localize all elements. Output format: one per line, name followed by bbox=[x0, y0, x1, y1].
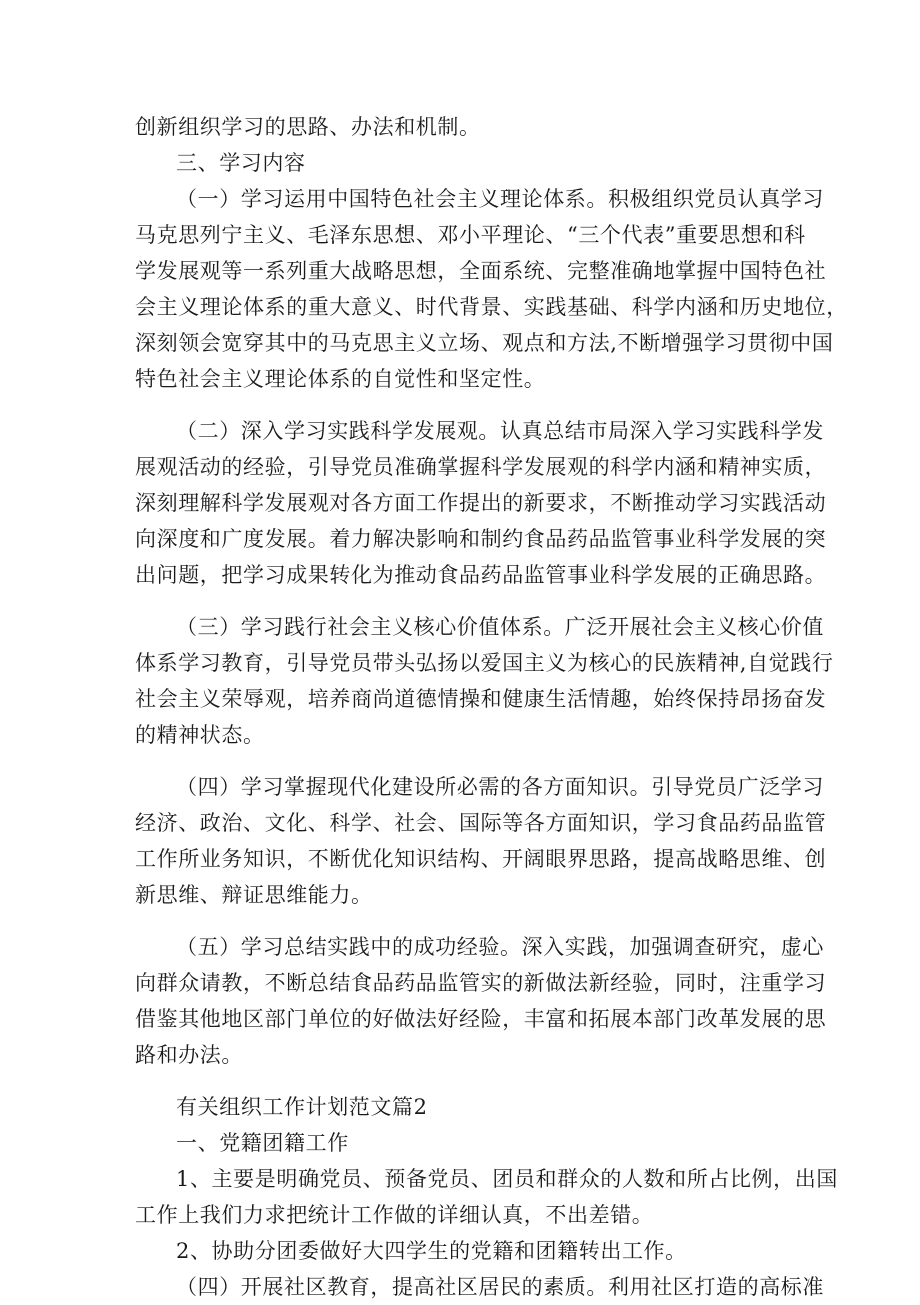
text-line: 展观活动的经验，引导党员准确掌握科学发展观的科学内涵和精神实质， bbox=[135, 455, 827, 479]
text-line: （三）学习践行社会主义核心价值体系。广泛开展社会主义核心价值 bbox=[176, 615, 824, 639]
text-line: 学发展观等一系列重大战略思想，全面系统、完整准确地掌握中国特色社 bbox=[135, 259, 827, 283]
text-line: 创新组织学习的思路、办法和机制。 bbox=[135, 115, 481, 139]
text-line: 马克思列宁主义、毛泽东思想、邓小平理论、“三个代表”重要思想和科 bbox=[135, 223, 806, 247]
article-title: 有关组织工作计划范文篇2 bbox=[176, 1095, 428, 1119]
text-line: 深刻理解科学发展观对各方面工作提出的新要求，不断推动学习实践活动 bbox=[135, 491, 827, 515]
text-line: （四）开展社区教育，提高社区居民的素质。利用社区打造的高标准 bbox=[176, 1275, 824, 1299]
text-line: （一）学习运用中国特色社会主义理论体系。积极组织党员认真学习 bbox=[176, 187, 824, 211]
text-line: （四）学习掌握现代化建设所必需的各方面知识。引导党员广泛学习 bbox=[176, 775, 824, 799]
text-line: 出问题，把学习成果转化为推动食品药品监管事业科学发展的正确思路。 bbox=[135, 563, 827, 587]
section-heading: 三、学习内容 bbox=[176, 151, 306, 175]
text-line: 借鉴其他地区部门单位的好做法好经险，丰富和拓展本部门改革发展的思 bbox=[135, 1007, 827, 1031]
text-line: 的精神状态。 bbox=[135, 723, 265, 747]
text-line: 深刻领会宽穿其中的马克思主义立场、观点和方法,不断增强学习贯彻中国 bbox=[135, 331, 834, 355]
text-line: 社会主义荣辱观，培养商尚道德情操和健康生活情趣，始终保持昂扬奋发 bbox=[135, 687, 827, 711]
text-line: 新思维、辩证思维能力。 bbox=[135, 883, 373, 907]
text-line: 会主义理论体系的重大意义、时代背景、实践基础、科学内涵和历史地位， bbox=[135, 295, 848, 319]
text-line: （五）学习总结实践中的成功经验。深入实践，加强调查研究，虚心 bbox=[176, 935, 824, 959]
text-line: 路和办法。 bbox=[135, 1043, 243, 1067]
text-line: 工作所业务知识，不断优化知识结构、开阔眼界思路，提高战略思维、创 bbox=[135, 847, 827, 871]
text-line: 1、主要是明确党员、预备党员、团员和群众的人数和所占比例，出国 bbox=[176, 1167, 838, 1191]
text-line: 特色社会主义理论体系的自觉性和坚定性。 bbox=[135, 367, 546, 391]
text-line: 向群众请教，不断总结食品药品监管实的新做法新经验，同时，注重学习 bbox=[135, 971, 827, 995]
text-line: 经济、政治、文化、科学、社会、国际等各方面知识，学习食品药品监管 bbox=[135, 811, 827, 835]
text-line: 工作上我们力求把统计工作做的详细认真，不出差错。 bbox=[135, 1203, 654, 1227]
text-line: 体系学习教育，引导党员带头弘扬以爱国主义为核心的民族精神,自觉践行 bbox=[135, 651, 834, 675]
text-line: （二）深入学习实践科学发展观。认真总结市局深入学习实践科学发 bbox=[176, 419, 824, 443]
text-line: 向深度和广度发展。着力解决影响和制约食品药品监管事业科学发展的突 bbox=[135, 527, 827, 551]
section-heading: 一、党籍团籍工作 bbox=[176, 1131, 349, 1155]
text-line: 2、协助分团委做好大四学生的党籍和团籍转出工作。 bbox=[176, 1239, 687, 1263]
